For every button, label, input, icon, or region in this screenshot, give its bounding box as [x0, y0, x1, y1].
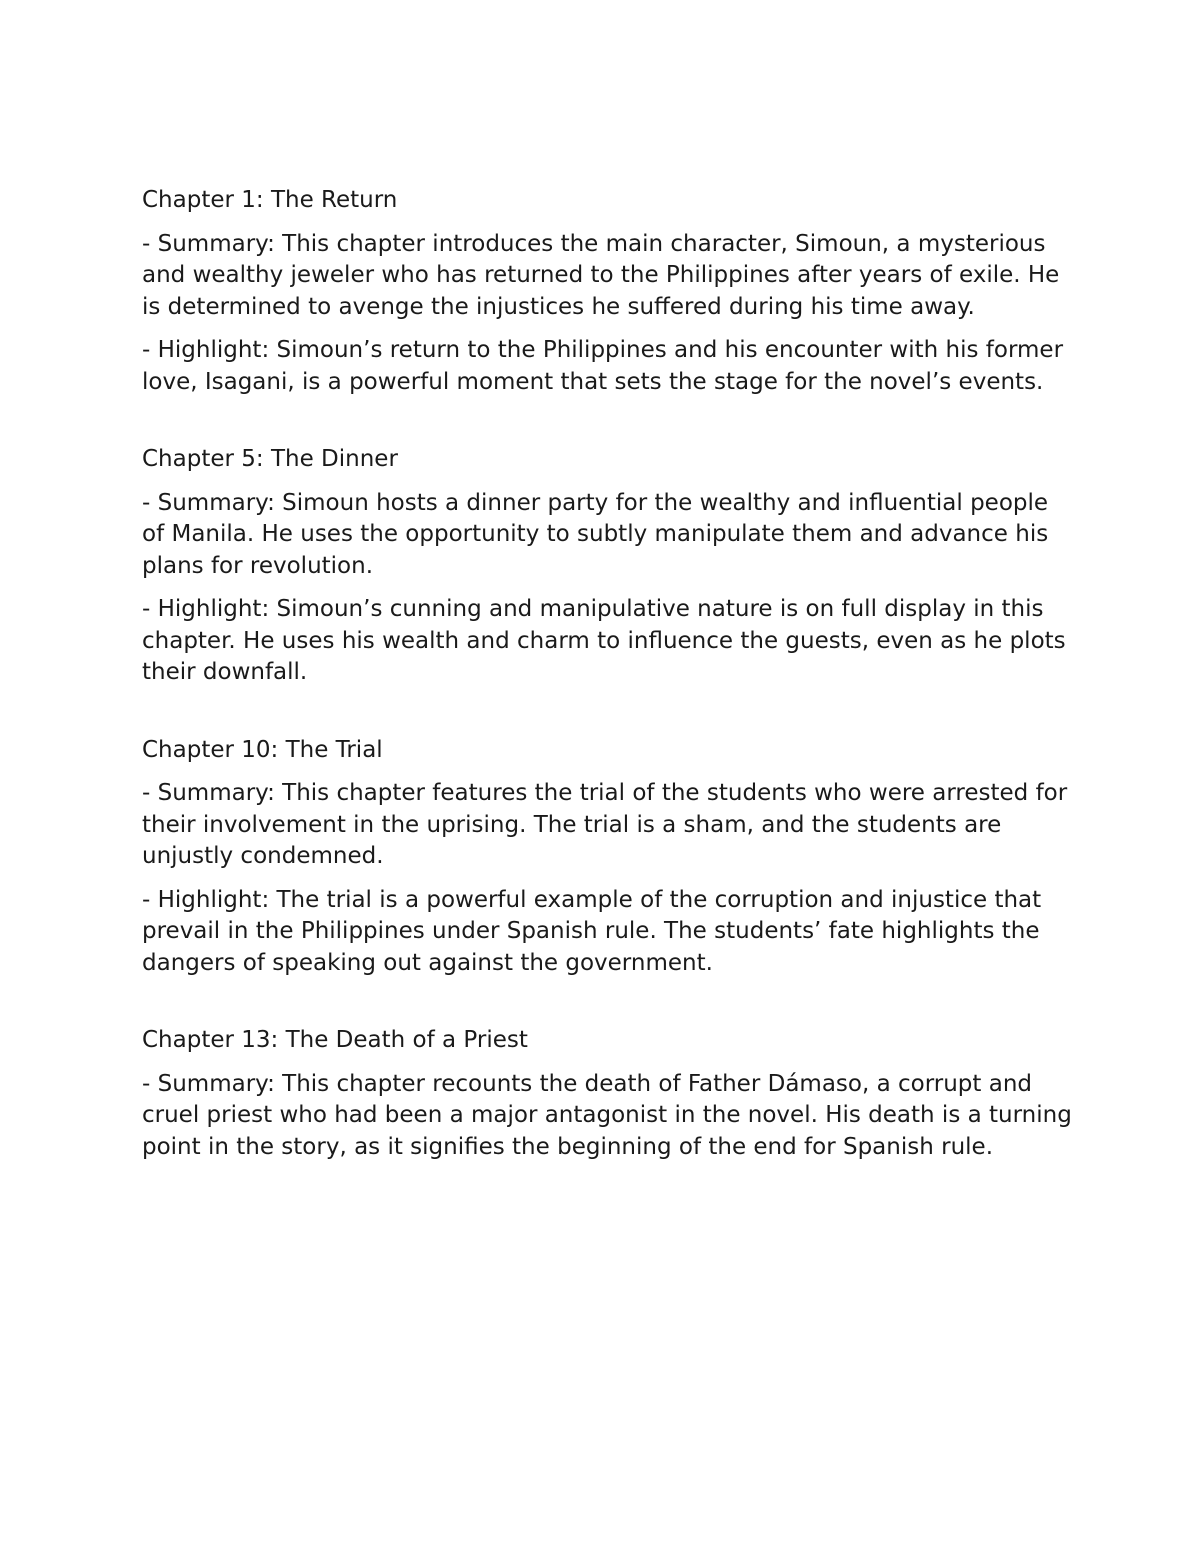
chapter-section	[142, 1025, 1072, 1163]
chapter-title: Chapter 13: The Death of a Priest	[142, 1027, 528, 1053]
chapter-summary: - Summary: This chapter features the trial of the students who were arrested for their involvement in the uprising. The trial is a sham, and the students are unjustly condemned.	[142, 780, 1068, 869]
chapter-title: Chapter 1: The Return	[142, 187, 398, 213]
chapter-highlight: - Highlight: Simoun’s return to the Philippines and his encounter with his former love, Isagani, is a powerful moment that sets the stage for the novel’s events.	[142, 337, 1064, 395]
chapter-section	[142, 185, 1072, 398]
chapter-summary: - Summary: This chapter introduces the main character, Simoun, a mysterious and wealthy jeweler who has returned to the Philippines after years of exile. He is determined to avenge the injustices he suffered during his time away.	[142, 230, 1060, 320]
chapter-highlight: - Highlight: Simoun’s cunning and manipulative nature is on full display in this chapter. He uses his wealth and charm to influence the guests, even as he plots their downfall.	[142, 596, 1066, 685]
chapter-summary: - Summary: This chapter recounts the death of Father Dámaso, a corrupt and cruel priest who had been a major antagonist in the novel. His death is a turning point in the story, as it signifies the beginning of the end for Spanish rule.	[142, 1070, 1072, 1160]
chapter-title: Chapter 10: The Trial	[142, 736, 383, 763]
chapter-highlight: - Highlight: The trial is a powerful example of the corruption and injustice that prevail in the Philippines under Spanish rule. The students’ fate highlights the dangers of speaking out against the government.	[142, 886, 1042, 976]
chapter-title: Chapter 5: The Dinner	[142, 446, 398, 472]
document-page	[142, 185, 1072, 1175]
chapter-section	[142, 444, 1072, 689]
chapter-summary: - Summary: Simoun hosts a dinner party for the wealthy and influential people of Manila. He uses the opportunity to subtly manipulate them and advance his plans for revolution.	[142, 489, 1049, 579]
chapter-section	[142, 735, 1072, 980]
